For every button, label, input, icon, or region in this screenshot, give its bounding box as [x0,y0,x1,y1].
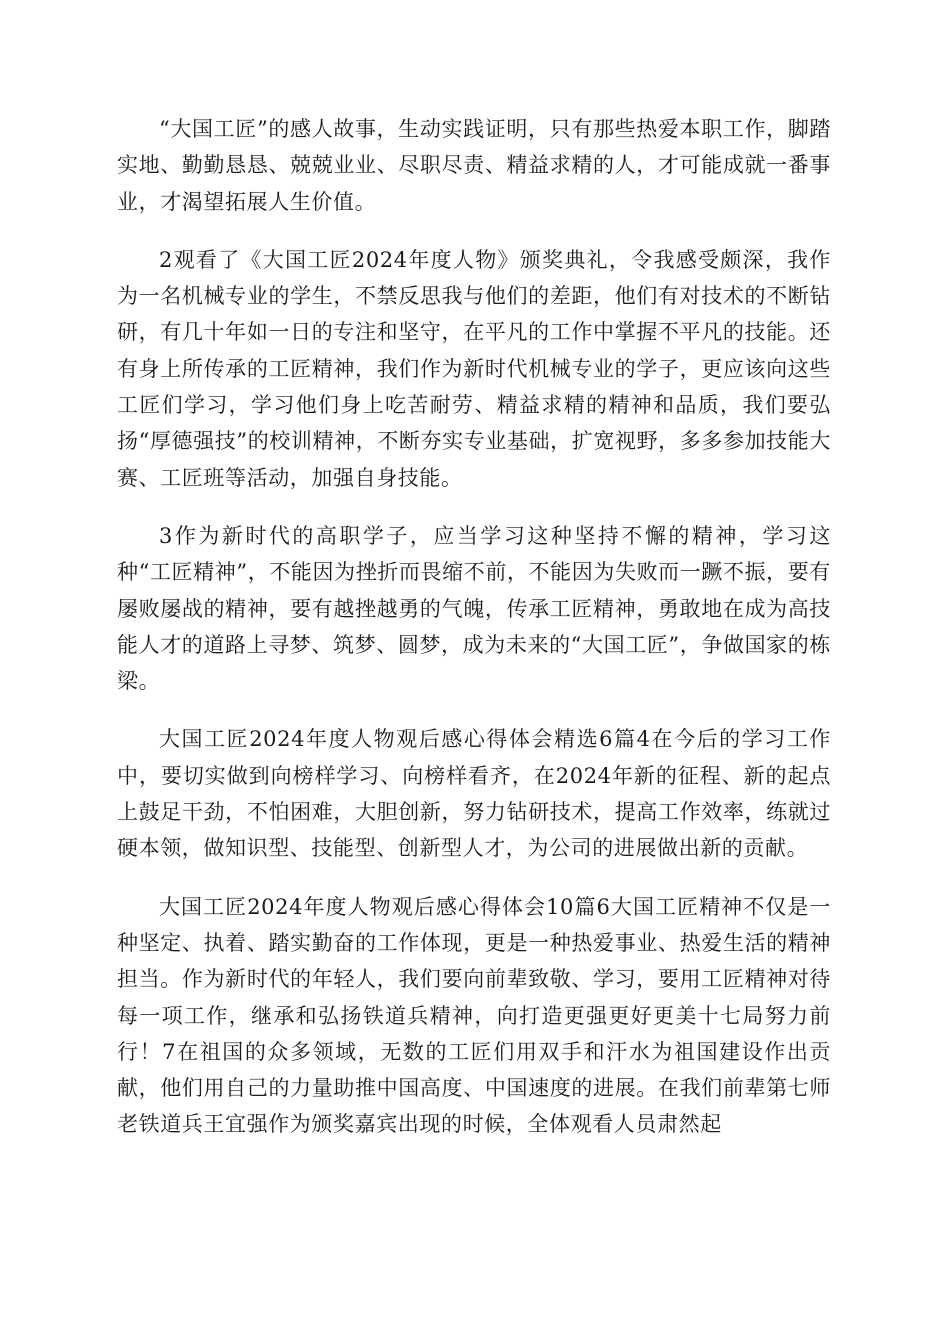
paragraph-4: 大国工匠2024年度人物观后感心得体会精选6篇4在今后的学习工作中，要切实做到向榜样学习、向榜样看齐，在2024年新的征程、新的起点上鼓足干劲，不怕困难，大胆创新，努力钻研技术，提高工作效率，练就过硬本领，做知识型、技能型、创新型人才，为公司的进展做出新的贡献。 [117,727,831,861]
paragraph-2: 2观看了《大国工匠2024年度人物》颁奖典礼，令我感受颇深，我作为一名机械专业的学生，不禁反思我与他们的差距，他们有对技术的不断钻研，有几十年如一日的专注和坚守，在平凡的工作中掌握不平凡的技能。还有身上所传承的工匠精神，我们作为新时代机械专业的学子，更应该向这些工匠们学习，学习他们身上吃苦耐劳、精益求精的精神和品质，我们要弘扬“厚德强技”的校训精神，不断夯实专业基础，扩宽视野，多多参加技能大赛、工匠班等活动，加强自身技能。 [117,247,831,490]
document-body [117,111,831,1165]
paragraph-1: “大国工匠”的感人故事，生动实践证明，只有那些热爱本职工作，脚踏实地、勤勤恳恳、兢兢业业、尽职尽责、精益求精的人，才可能成就一番事业，才渴望拓展人生价值。 [117,117,831,214]
paragraph-5: 大国工匠2024年度人物观后感心得体会10篇6大国工匠精神不仅是一种坚定、执着、踏实勤奋的工作体现，更是一种热爱事业、热爱生活的精神担当。作为新时代的年轻人，我们要向前辈致敬、学习，要用工匠精神对待每一项工作，继承和弘扬铁道兵精神，向打造更强更好更美十七局努力前行！7在祖国的众多领域，无数的工匠们用双手和汗水为祖国建设作出贡献，他们用自己的力量助推中国高度、中国速度的进展。在我们前辈第七师老铁道兵王宜强作为颁奖嘉宾出现的时候，全体观看人员肃然起 [117,894,831,1137]
paragraph-3: 3作为新时代的高职学子，应当学习这种坚持不懈的精神，学习这种“工匠精神”，不能因为挫折而畏缩不前，不能因为失败而一蹶不振，要有屡败屡战的精神，要有越挫越勇的气魄，传承工匠精神，勇敢地在成为高技能人才的道路上寻梦、筑梦、圆梦，成为未来的“大国工匠”，争做国家的栋梁。 [117,523,831,694]
